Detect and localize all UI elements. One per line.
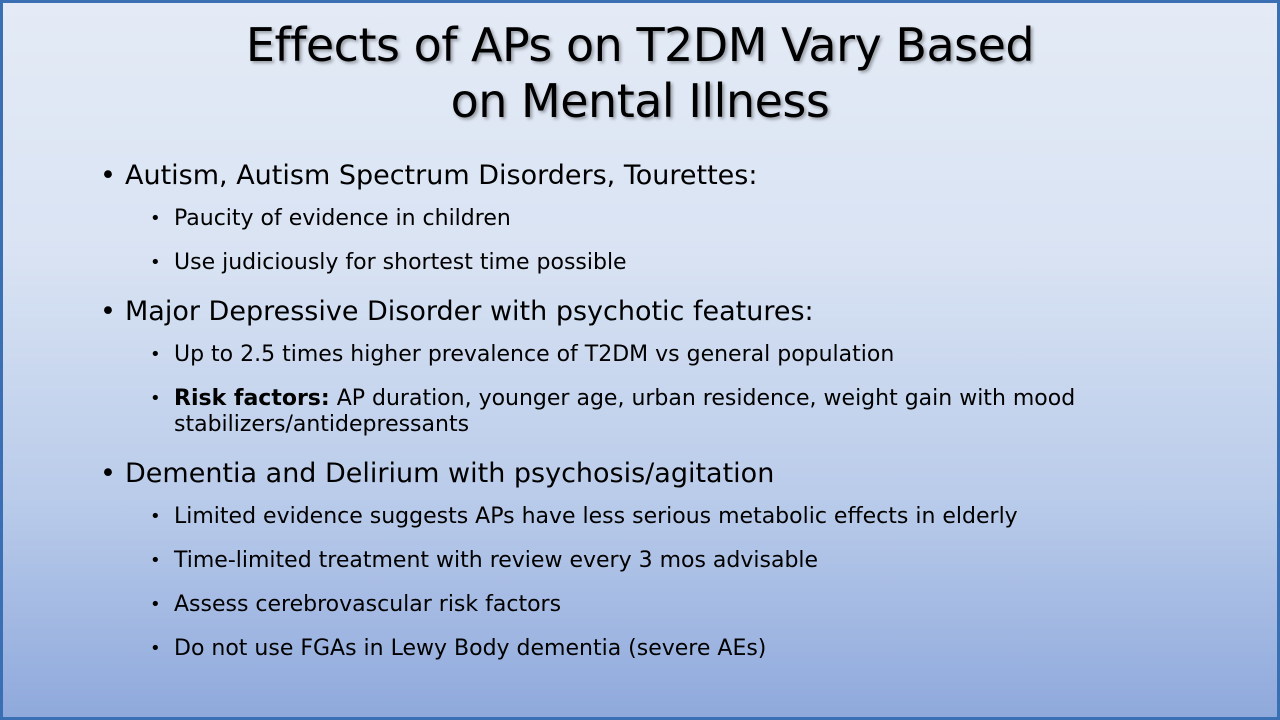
risk-factors-text: AP duration, younger age, urban residence, weight gain with mood stabilizers/antidepressants [174,386,1076,437]
sub-bullet-lewy-body: • Do not use FGAs in Lewy Body dementia (severe AEs) [147,636,1198,662]
sub-bullet-limited-evidence: • Limited evidence suggests APs have less serious metabolic effects in elderly [147,504,1198,530]
bullet-mdd: • Major Depressive Disorder with psychotic features: [98,294,1198,330]
bullet-dementia: • Dementia and Delirium with psychosis/agitation [98,456,1198,492]
slide-title [3,17,1277,129]
title-line-1: Effects of APs on T2DM Vary Based [245,18,1035,72]
sub-bullet-judiciously: • Use judiciously for shortest time possible [147,250,1198,276]
sub-bullet-prevalence: • Up to 2.5 times higher prevalence of T2DM vs general population [147,342,1198,368]
sub-bullet-paucity: • Paucity of evidence in children [147,206,1198,232]
sub-bullet-cerebrovascular: • Assess cerebrovascular risk factors [147,592,1198,618]
slide-content [98,158,1198,680]
sub-bullet-time-limited: • Time-limited treatment with review every 3 mos advisable [147,548,1198,574]
risk-factors-label: Risk factors: [174,386,330,411]
bullet-autism: • Autism, Autism Spectrum Disorders, Tourettes: [98,158,1198,194]
title-line-2: on Mental Illness [450,74,830,128]
sub-bullet-risk-factors [147,386,1198,438]
